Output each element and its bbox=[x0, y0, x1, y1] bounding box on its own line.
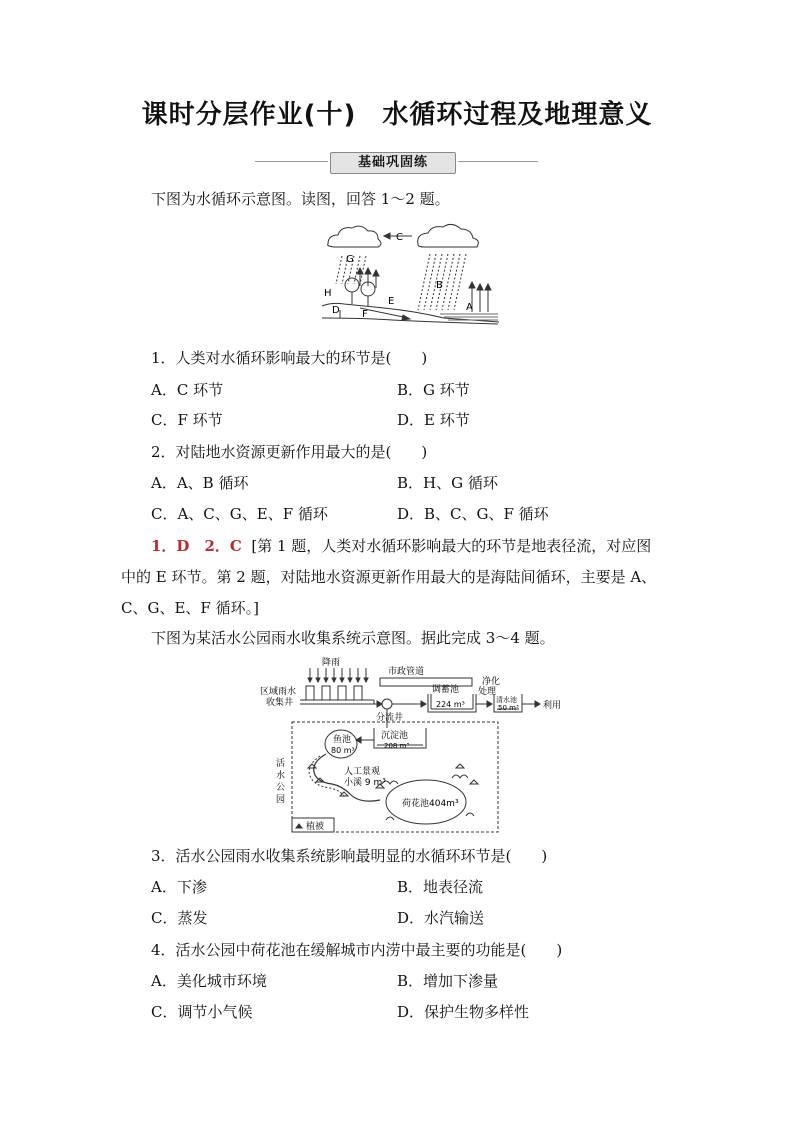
question-2-stem: 2．对陆地水资源更新作用最大的是( ) bbox=[151, 443, 428, 461]
question-1-option-b: B．G 环节 bbox=[397, 381, 470, 399]
split-well-label: 分流井 bbox=[376, 713, 404, 723]
cloud-right bbox=[418, 224, 479, 247]
question-2-option-c: C．A、C、G、E、F 循环 bbox=[151, 505, 328, 523]
question-4-stem: 4．活水公园中荷花池在缓解城市内涝中最主要的功能是( ) bbox=[151, 941, 563, 959]
section-banner bbox=[255, 150, 538, 174]
label-d: D bbox=[332, 305, 340, 316]
cloud-left bbox=[328, 226, 381, 247]
park-label-2: 水 bbox=[276, 771, 286, 781]
answer-1-2-line1 bbox=[151, 536, 651, 556]
question-3-option-b: B．地表径流 bbox=[397, 878, 484, 896]
section-tag: 基础巩固练 bbox=[330, 152, 456, 174]
title-part2: 水循环过程及地理意义 bbox=[382, 100, 653, 130]
question-3-option-d: D．水汽输送 bbox=[397, 909, 485, 927]
intro-1: 下图为水循环示意图。读图，回答 1～2 题。 bbox=[151, 190, 450, 208]
label-h: H bbox=[324, 288, 332, 299]
regulate-pool-volume: 224 m³ bbox=[436, 700, 465, 709]
title-part1: 课时分层作业(十) bbox=[141, 100, 357, 130]
answer-1-2-line3: C、G、E、F 循环。] bbox=[121, 599, 259, 617]
answer-explanation-1: [第 1 题，人类对水循环影响最大的环节是地表径流，对应图 bbox=[251, 537, 652, 555]
intro-2: 下图为某活水公园雨水收集系统示意图。据此完成 3～4 题。 bbox=[151, 629, 555, 647]
question-1-option-c: C．F 环节 bbox=[151, 411, 223, 429]
answer-key: 1．D 2．C bbox=[151, 537, 242, 555]
park-label-4: 园 bbox=[276, 795, 286, 805]
question-1-option-a: A．C 环节 bbox=[151, 381, 224, 399]
question-3-option-a: A．下渗 bbox=[151, 878, 207, 896]
question-2-option-a: A．A、B 循环 bbox=[151, 474, 249, 492]
regulate-pool-label: 调蓄池 bbox=[432, 685, 460, 695]
page-title bbox=[0, 94, 794, 131]
question-4-option-a: A．美化城市环境 bbox=[151, 972, 267, 990]
fish-pool-label: 鱼池 bbox=[333, 735, 352, 745]
stream-label-2: 小溪 9 m³ bbox=[344, 778, 386, 788]
split-well-circle bbox=[382, 699, 392, 709]
question-4-option-c: C．调节小气候 bbox=[151, 1003, 253, 1021]
settle-pool-volume: 208 m³ bbox=[384, 742, 410, 750]
question-4-option-b: B．增加下渗量 bbox=[397, 972, 499, 990]
stream-label-1: 人工景观 bbox=[344, 767, 381, 777]
clear-pool-label: 清水池 bbox=[496, 696, 517, 704]
question-1-option-d: D．E 环节 bbox=[397, 411, 470, 429]
municipal-pipe-label: 市政管道 bbox=[388, 667, 425, 677]
park-label-3: 公 bbox=[276, 783, 286, 793]
park-label-1: 活 bbox=[276, 759, 286, 769]
question-1-stem: 1．人类对水循环影响最大的环节是( ) bbox=[151, 349, 428, 367]
use-label: 利用 bbox=[543, 701, 562, 711]
question-2-option-b: B．H、G 循环 bbox=[397, 474, 498, 492]
collect-well-label-1: 区域雨水 bbox=[260, 687, 297, 697]
settle-pool-label: 沉淀池 bbox=[381, 731, 409, 741]
label-g: G bbox=[346, 254, 354, 265]
label-c: C bbox=[396, 232, 403, 243]
rainwater-system-diagram bbox=[256, 656, 586, 834]
lotus-pool-label: 荷花池404m³ bbox=[402, 799, 459, 809]
question-3-stem: 3．活水公园雨水收集系统影响最明显的水循环环节是( ) bbox=[151, 847, 548, 865]
answer-1-2-line2: 中的 E 环节。第 2 题，对陆地水资源更新作用最大的是海陆间循环，主要是 A、 bbox=[121, 568, 657, 586]
collect-well-label-2: 收集井 bbox=[266, 698, 294, 708]
question-4-option-d: D．保护生物多样性 bbox=[397, 1003, 530, 1021]
question-2-option-d: D．B、C、G、F 循环 bbox=[397, 505, 549, 523]
rain-label: 降雨 bbox=[322, 658, 341, 668]
label-e: E bbox=[388, 296, 395, 307]
question-3-option-c: C．蒸发 bbox=[151, 909, 208, 927]
label-f: F bbox=[362, 309, 368, 320]
vegetation-label: 植被 bbox=[306, 822, 325, 832]
purify-label-2: 处理 bbox=[478, 687, 497, 697]
label-a: A bbox=[466, 302, 473, 313]
label-b: B bbox=[436, 280, 443, 291]
clear-pool-volume: 50 m³ bbox=[498, 704, 519, 712]
fish-pool-volume: 80 m³ bbox=[331, 746, 355, 755]
water-cycle-diagram bbox=[320, 222, 500, 326]
purify-label-1: 净化 bbox=[482, 677, 501, 687]
